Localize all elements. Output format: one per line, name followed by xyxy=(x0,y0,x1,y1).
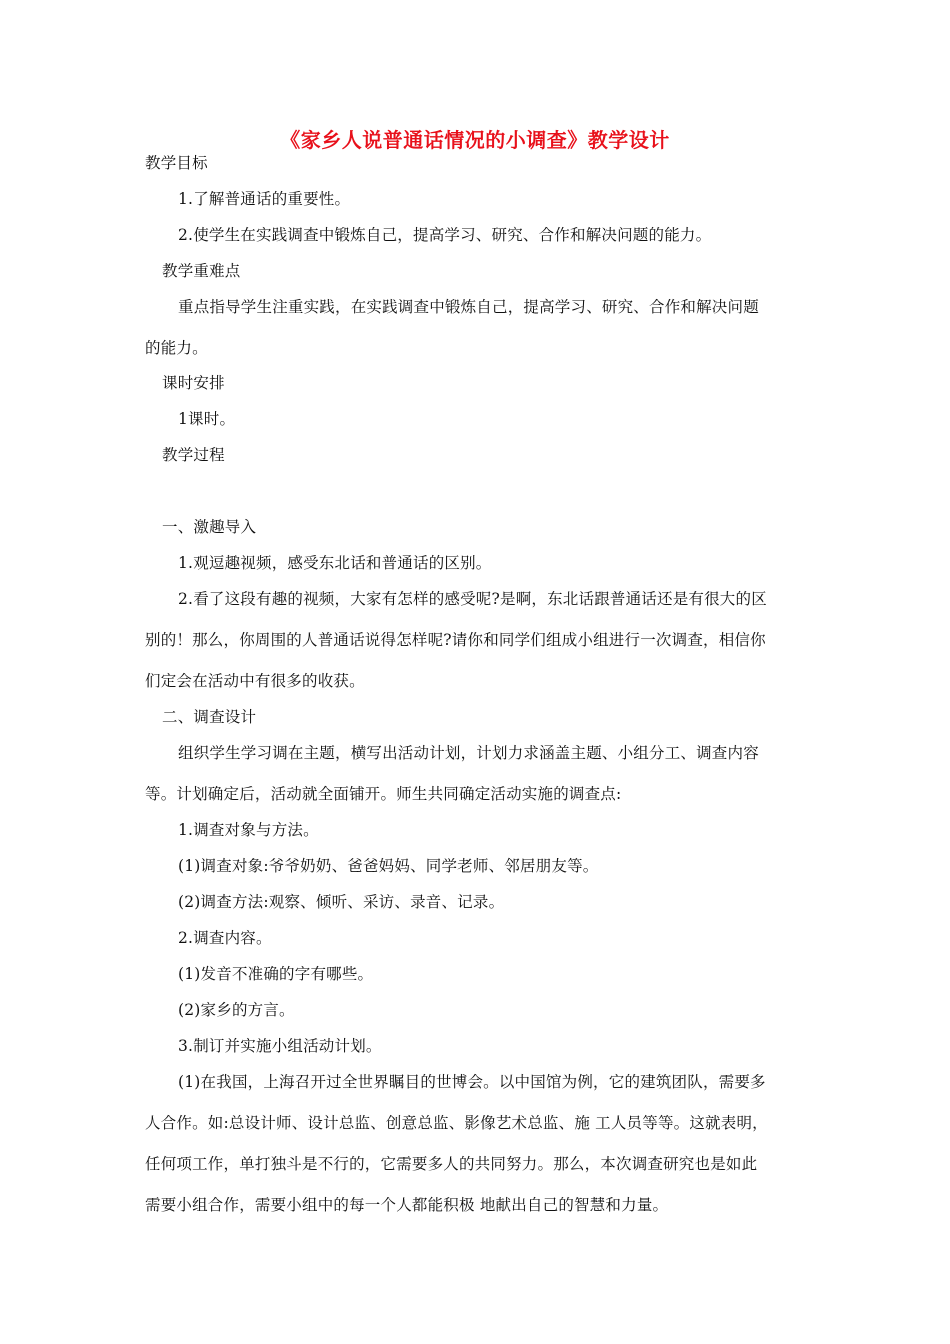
heading-teaching-process: 教学过程 xyxy=(162,446,225,464)
goal-item-1: 1.了解普通话的重要性。 xyxy=(178,190,351,208)
section-2-intro-line-1: 组织学生学习调在主题，横写出活动计划，计划力求涵盖主题、小组分工、调查内容 xyxy=(178,744,759,762)
section-2-item-3: 3.制订并实施小组活动计划。 xyxy=(178,1037,382,1055)
section-2-item-3-sub-1-line-4: 需要小组合作，需要小组中的每一个人都能积极 地献出自己的智慧和力量。 xyxy=(145,1196,669,1214)
section-1-item-2-line-2: 别的！那么，你周围的人普通话说得怎样呢?请你和同学们组成小组进行一次调查，相信你 xyxy=(145,631,766,649)
section-2-item-3-sub-1-line-1: (1)在我国，上海召开过全世界瞩目的世博会。以中国馆为例，它的建筑团队，需要多 xyxy=(178,1073,766,1091)
document-title: 《家乡人说普通话情况的小调查》教学设计 xyxy=(280,128,670,152)
section-1-heading: 一、激趣导入 xyxy=(162,518,257,536)
section-2-item-2: 2.调查内容。 xyxy=(178,929,272,947)
heading-teaching-goals: 教学目标 xyxy=(145,154,208,172)
section-2-item-1-sub-1: (1)调查对象:爷爷奶奶、爸爸妈妈、同学老师、邻居朋友等。 xyxy=(178,857,599,875)
schedule-text: 1课时。 xyxy=(178,410,236,428)
section-1-item-1: 1.观逗趣视频，感受东北话和普通话的区别。 xyxy=(178,554,492,572)
section-2-item-1-sub-2: (2)调查方法:观察、倾听、采访、录音、记录。 xyxy=(178,893,505,911)
heading-key-points: 教学重难点 xyxy=(162,262,241,280)
section-2-item-3-sub-1-line-2: 人合作。如:总设计师、设计总监、创意总监、影像艺术总监、施 工人员等等。这就表明， xyxy=(145,1114,768,1132)
goal-item-2: 2.使学生在实践调查中锻炼自己，提高学习、研究、合作和解决问题的能力。 xyxy=(178,226,712,244)
section-2-item-2-sub-2: (2)家乡的方言。 xyxy=(178,1001,295,1019)
section-2-item-2-sub-1: (1)发音不准确的字有哪些。 xyxy=(178,965,374,983)
key-points-text-line-1: 重点指导学生注重实践，在实践调查中锻炼自己，提高学习、研究、合作和解决问题 xyxy=(178,298,759,316)
section-2-intro-line-2: 等。计划确定后，活动就全面铺开。师生共同确定活动实施的调查点: xyxy=(145,785,622,803)
section-2-item-1: 1.调查对象与方法。 xyxy=(178,821,319,839)
heading-schedule: 课时安排 xyxy=(162,374,225,392)
section-1-item-2-line-3: 们定会在活动中有很多的收获。 xyxy=(145,672,365,690)
section-1-item-2-line-1: 2.看了这段有趣的视频，大家有怎样的感受呢?是啊，东北话跟普通话还是有很大的区 xyxy=(178,590,767,608)
section-2-heading: 二、调查设计 xyxy=(162,708,257,726)
section-2-item-3-sub-1-line-3: 任何项工作，单打独斗是不行的，它需要多人的共同努力。那么，本次调查研究也是如此 xyxy=(145,1155,758,1173)
key-points-text-line-2: 的能力。 xyxy=(145,339,208,357)
